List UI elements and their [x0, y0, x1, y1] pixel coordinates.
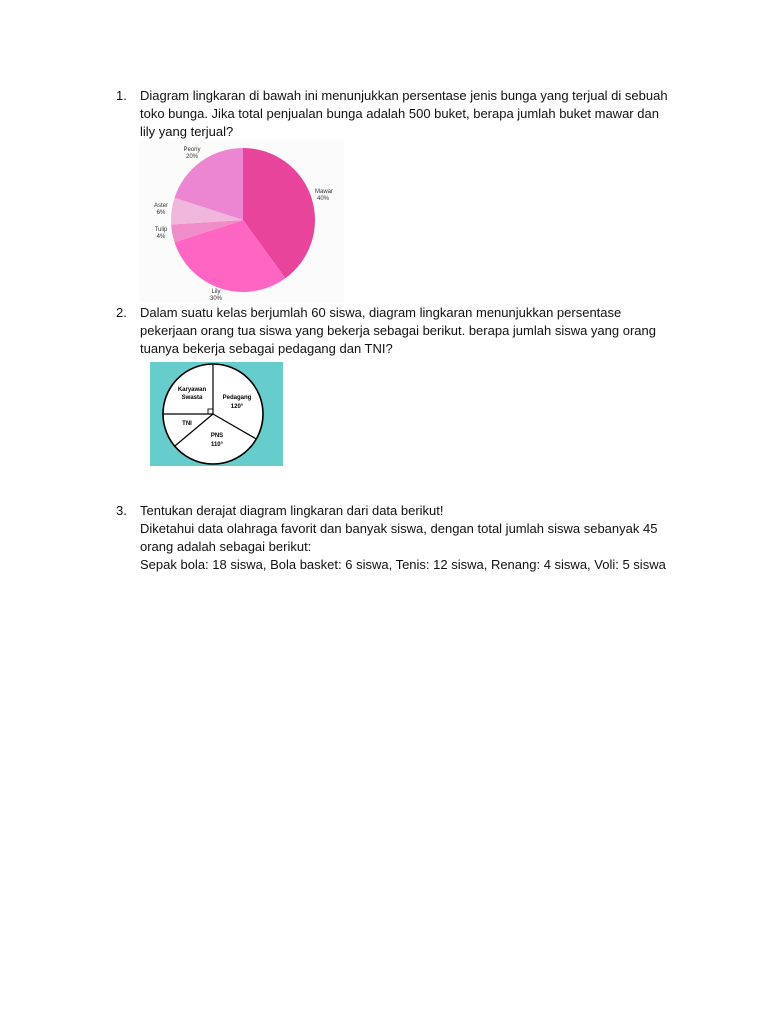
slice-label-tni: TNI	[182, 421, 192, 427]
question-text	[140, 502, 676, 574]
question-2	[116, 304, 676, 358]
slice-label-lily: Lily	[211, 289, 221, 295]
question-line: Tentukan derajat diagram lingkaran dari data berikut!	[140, 503, 444, 518]
slice-label-aster: Aster	[153, 203, 169, 209]
slice-label-pedagang: Pedagang	[222, 395, 252, 401]
question-number: 1.	[116, 88, 127, 103]
question-line: lily yang terjual?	[140, 124, 234, 139]
question-text	[140, 304, 676, 358]
question-line: orang adalah sebagai berikut:	[140, 539, 312, 554]
question-1	[116, 87, 676, 141]
occupation-pie-svg	[150, 362, 283, 466]
occupation-pie-chart	[150, 362, 283, 466]
question-line: toko bunga. Jika total penjualan bunga adalah 500 buket, berapa jumlah buket mawar dan	[140, 106, 659, 121]
question-text	[140, 87, 676, 141]
slice-label-mawar: Mawar	[315, 189, 334, 195]
slice-label-peony: Peony	[183, 147, 201, 153]
question-line: Diagram lingkaran di bawah ini menunjukkan persentase jenis bunga yang terjual di sebuah	[140, 88, 668, 103]
question-number: 3.	[116, 503, 127, 518]
slice-value-label-aster: 6%	[156, 210, 166, 216]
question-line: Dalam suatu kelas berjumlah 60 siswa, diagram lingkaran menunjukkan persentase	[140, 305, 622, 320]
question-number: 2.	[116, 305, 127, 320]
slice-label-karyawan-swasta-2: Swasta	[181, 395, 203, 401]
flower-pie-svg	[139, 140, 344, 302]
slice-label-tulip: Tulip	[154, 227, 168, 233]
slice-value-label-pns: 110°	[210, 442, 224, 448]
question-line: tuanya bekerja sebagai pedagang dan TNI?	[140, 341, 393, 356]
slice-value-label-lily: 30%	[209, 296, 223, 302]
slice-label-karyawan-swasta-1: Karyawan	[177, 387, 207, 393]
slice-value-label-peony: 20%	[185, 154, 199, 160]
question-line: pekerjaan orang tua siswa yang bekerja sebagai berikut. berapa jumlah siswa yang orang	[140, 323, 656, 338]
question-line: Diketahui data olahraga favorit dan banyak siswa, dengan total jumlah siswa sebanyak 45	[140, 521, 658, 536]
slice-label-pns: PNS	[210, 433, 224, 439]
slice-value-label-tulip: 4%	[156, 234, 166, 240]
question-3	[116, 502, 676, 574]
flower-pie-chart	[139, 140, 344, 302]
question-line: Sepak bola: 18 siswa, Bola basket: 6 siswa, Tenis: 12 siswa, Renang: 4 siswa, Voli: 5 siswa	[140, 557, 666, 572]
slice-value-label-pedagang: 120°	[230, 404, 244, 410]
slice-value-label-mawar: 40%	[317, 196, 330, 202]
